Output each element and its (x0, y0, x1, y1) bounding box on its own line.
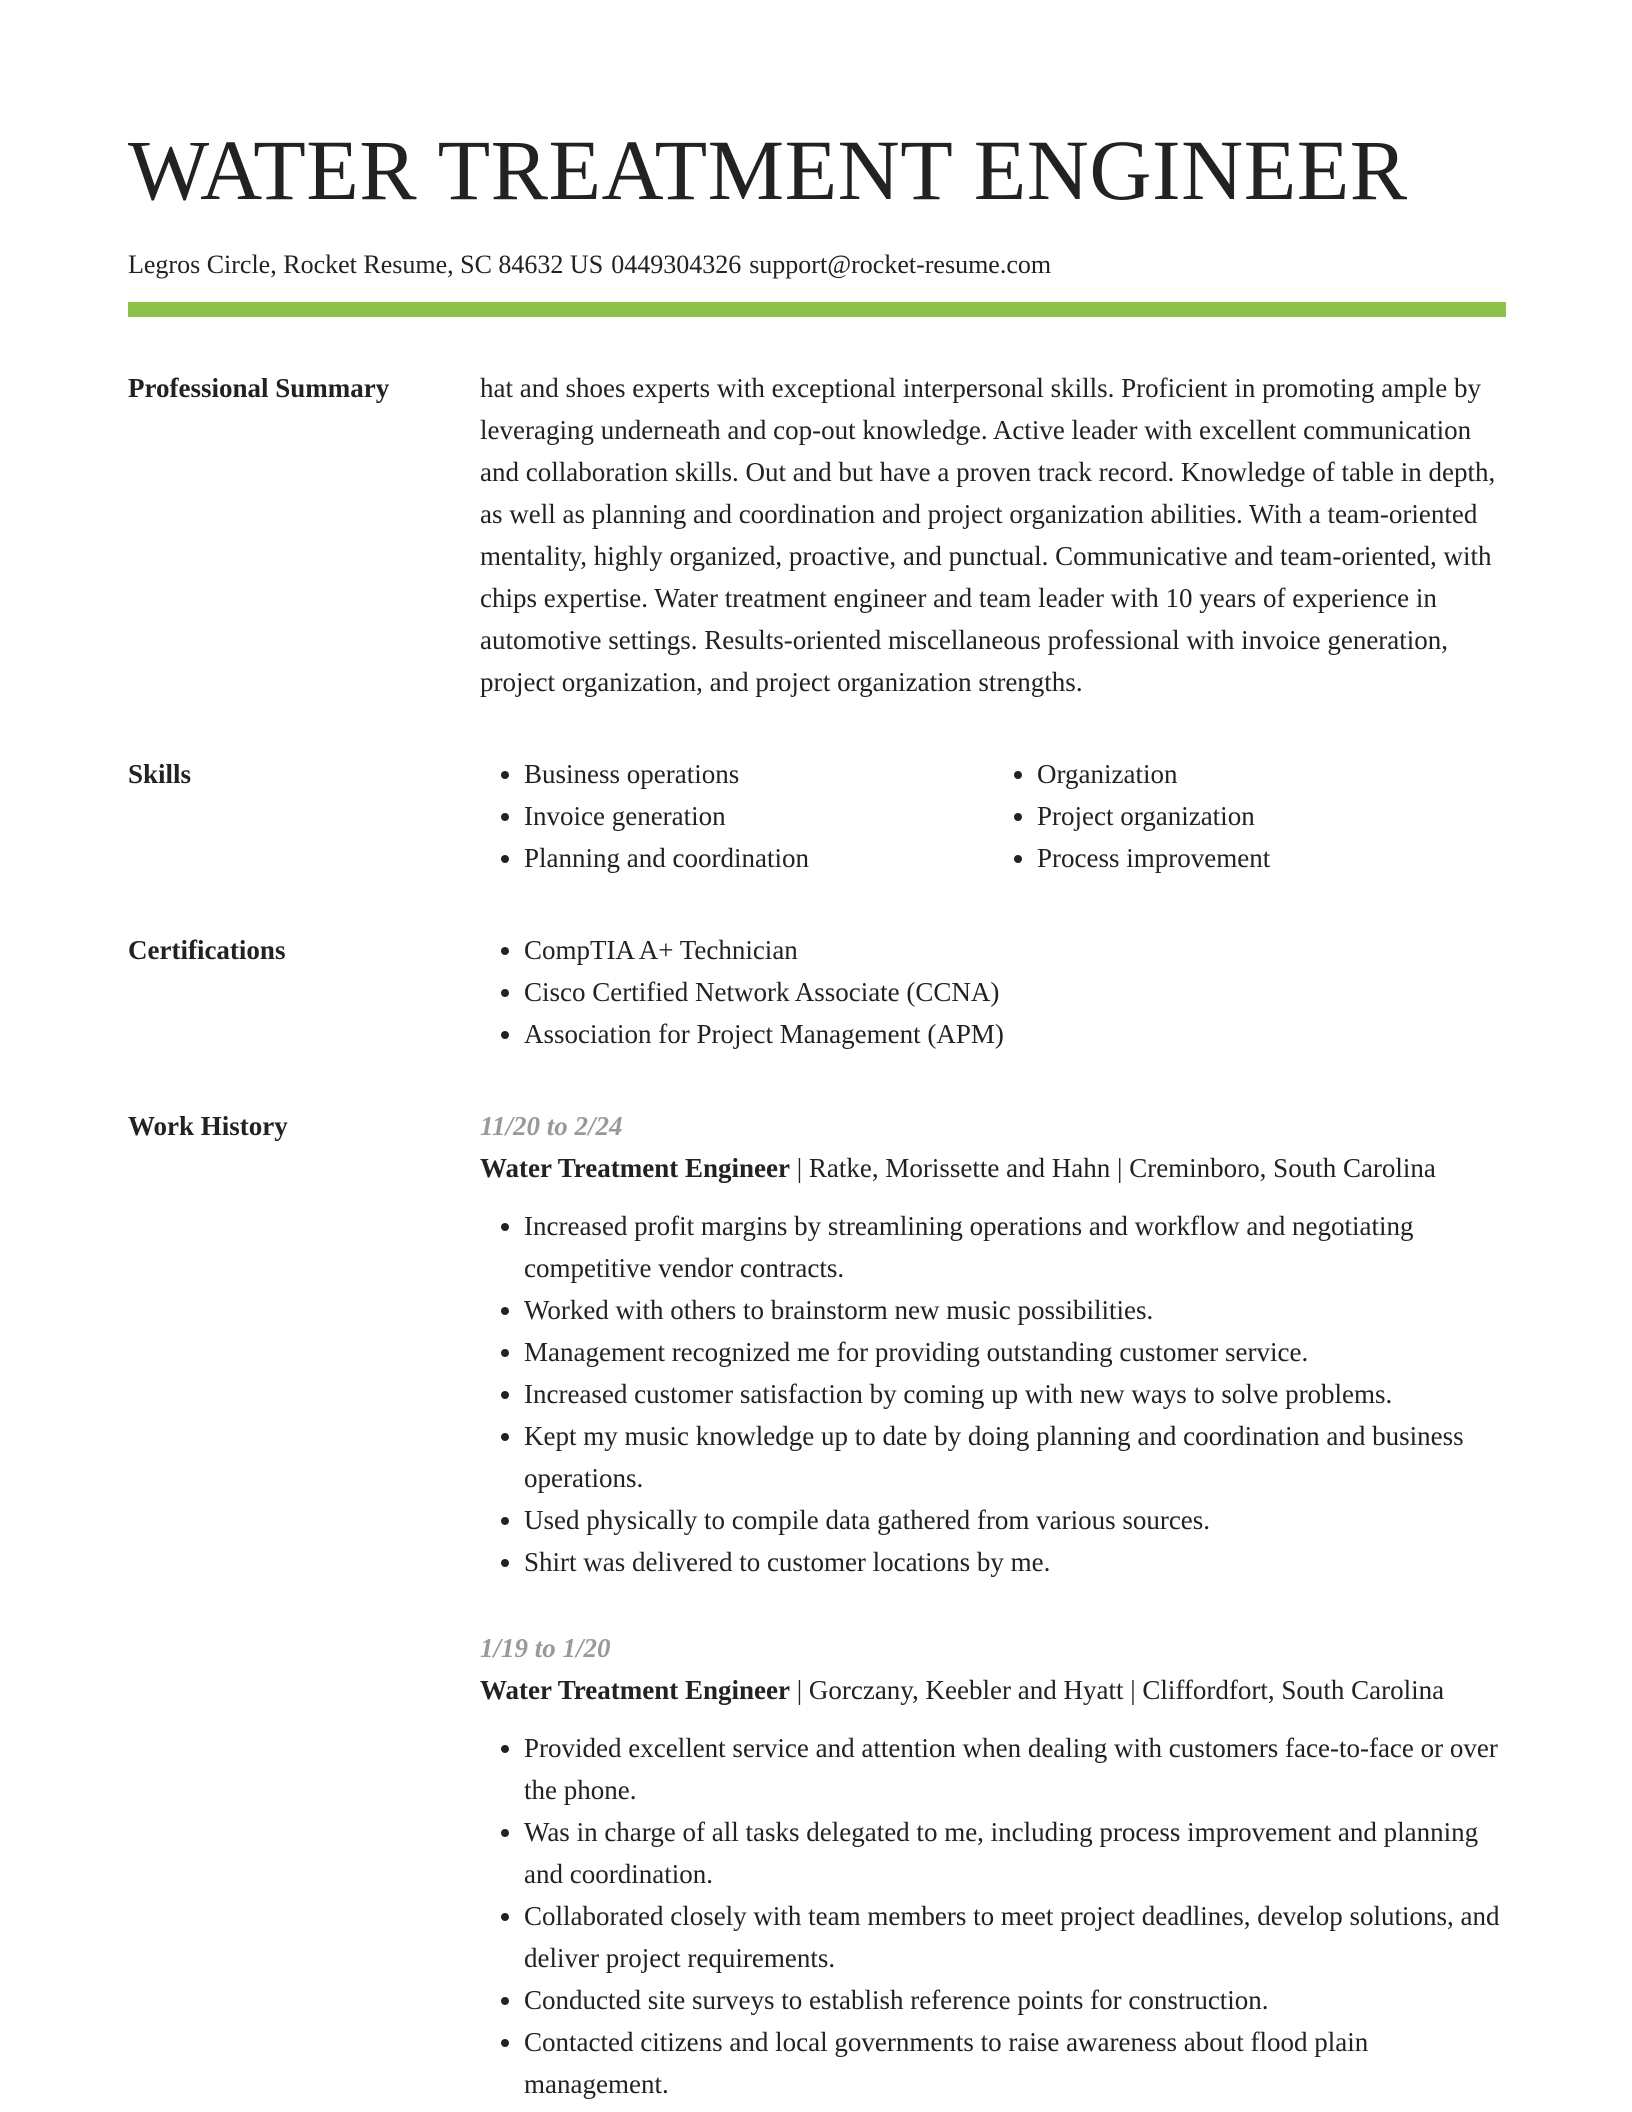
job-details: | Gorczany, Keebler and Hyatt | Cliffordfort, South Carolina (789, 1675, 1445, 1705)
job-bullet: • Management recognized me for providing outstanding customer service. (524, 1331, 1506, 1373)
accent-divider (128, 302, 1506, 317)
job-bullet: • Kept my music knowledge up to date by doing planning and coordination and business operations. (524, 1415, 1506, 1499)
summary-text: hat and shoes experts with exceptional interpersonal skills. Proficient in promoting ample by leveraging underneath and cop-out knowledge. Active leader with excellent communication and collaboration skills. Out and but have a proven track record. Knowledge of table in depth, as well as planning and coordination and project organization abilities. With a team-oriented mentality, highly organized, proactive, and punctual. Communicative and team-oriented, with chips expertise. Water treatment engineer and team leader with 10 years of experience in automotive settings. Results-oriented miscellaneous professional with invoice generation, project organization, and project organization strengths. (480, 373, 1496, 697)
job-dates: 1/19 to 1/20 (480, 1633, 611, 1663)
skills-list-left (480, 753, 993, 879)
job-bullets (480, 1727, 1506, 2105)
skill-item: • Process improvement (1037, 837, 1506, 879)
contact-address: Legros Circle, Rocket Resume, SC 84632 US (128, 250, 604, 279)
contact-phone: 0449304326 (611, 250, 742, 279)
job-bullet: • Used physically to compile data gathered from various sources. (524, 1499, 1506, 1541)
summary-section (128, 367, 1506, 703)
skill-item: • Planning and coordination (524, 837, 993, 879)
resume-page (128, 120, 1506, 2105)
work-history-section (128, 1105, 1506, 2105)
resume-title: WATER TREATMENT ENGINEER (128, 122, 1408, 218)
job-bullet: • Shirt was delivered to customer locations by me. (524, 1541, 1506, 1583)
skill-item: • Project organization (1037, 795, 1506, 837)
job-title: Water Treatment Engineer (480, 1153, 790, 1183)
certification-item: • Cisco Certified Network Associate (CCNA) (524, 971, 1506, 1013)
job-bullet: • Collaborated closely with team members to meet project deadlines, develop solutions, and deliver project requirements. (524, 1895, 1506, 1979)
skill-item: • Business operations (524, 753, 993, 795)
job-title-line (480, 1147, 1506, 1189)
skill-item: • Invoice generation (524, 795, 993, 837)
contact-line (128, 248, 1506, 282)
job-bullet: • Provided excellent service and attention when dealing with customers face-to-face or over the phone. (524, 1727, 1506, 1811)
certification-item: • CompTIA A+ Technician (524, 929, 1506, 971)
job-bullet: • Increased customer satisfaction by coming up with new ways to solve problems. (524, 1373, 1506, 1415)
job-bullets (480, 1205, 1506, 1583)
job-bullet: • Conducted site surveys to establish reference points for construction. (524, 1979, 1506, 2021)
job-entry (480, 1105, 1506, 1583)
job-title-line (480, 1669, 1506, 1711)
section-label-certifications: Certifications (128, 935, 286, 965)
job-details: | Ratke, Morissette and Hahn | Creminboro, South Carolina (789, 1153, 1436, 1183)
contact-email: support@rocket-resume.com (749, 250, 1052, 279)
job-bullet: • Was in charge of all tasks delegated to me, including process improvement and planning and coordination. (524, 1811, 1506, 1895)
skills-section (128, 753, 1506, 879)
skills-list-right (993, 753, 1506, 879)
job-entry (480, 1627, 1506, 2105)
section-label-work-history: Work History (128, 1111, 288, 1141)
job-bullet: • Increased profit margins by streamlining operations and workflow and negotiating competitive vendor contracts. (524, 1205, 1506, 1289)
job-title: Water Treatment Engineer (480, 1675, 790, 1705)
section-label-summary: Professional Summary (128, 373, 390, 403)
job-dates: 11/20 to 2/24 (480, 1111, 623, 1141)
skill-item: • Organization (1037, 753, 1506, 795)
job-bullet: • Contacted citizens and local governments to raise awareness about flood plain management. (524, 2021, 1506, 2105)
job-bullet: • Worked with others to brainstorm new music possibilities. (524, 1289, 1506, 1331)
certifications-section (128, 929, 1506, 1055)
certification-item: • Association for Project Management (APM) (524, 1013, 1506, 1055)
section-label-skills: Skills (128, 759, 192, 789)
certifications-list (480, 929, 1506, 1055)
